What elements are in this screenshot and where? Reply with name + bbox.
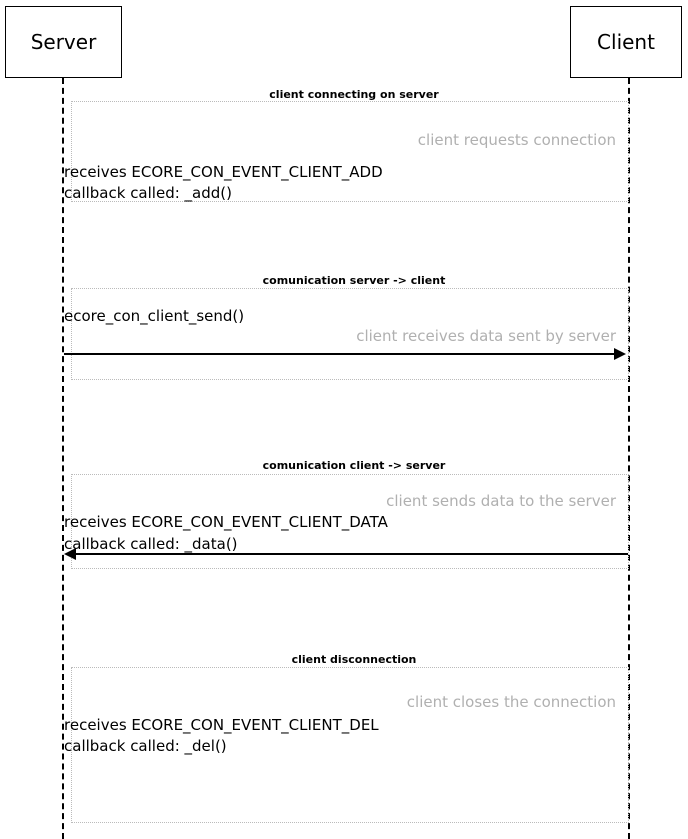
phase-title-connect: client connecting on server xyxy=(190,88,518,101)
phase-message-server-send: ecore_con_client_send() xyxy=(64,307,245,325)
phase-message-disconnect-line2: callback called: _del() xyxy=(64,737,227,755)
phase-note-connect: client requests connection xyxy=(417,131,616,149)
phase-note-disconnect: client closes the connection xyxy=(406,693,616,711)
arrow-server-to-client xyxy=(64,353,616,355)
phase-note-server-to-client: client receives data sent by server xyxy=(356,327,616,345)
participant-label-server: Server xyxy=(30,30,97,54)
phase-message-connect-line2: callback called: _add() xyxy=(64,184,232,202)
participant-label-client: Client xyxy=(597,30,655,54)
arrow-client-to-server xyxy=(76,553,628,555)
phase-message-client-data-line2: callback called: _data() xyxy=(64,535,238,553)
phase-title-client-to-server: comunication client -> server xyxy=(190,459,518,472)
participant-box-client xyxy=(570,6,682,78)
phase-note-client-to-server: client sends data to the server xyxy=(386,492,616,510)
phase-title-disconnect: client disconnection xyxy=(190,653,518,666)
participant-box-server xyxy=(5,6,122,78)
phase-message-disconnect-line1: receives ECORE_CON_EVENT_CLIENT_DEL xyxy=(64,716,379,734)
phase-title-server-to-client: comunication server -> client xyxy=(190,274,518,287)
arrow-head-client-to-server xyxy=(64,548,76,560)
arrow-head-server-to-client xyxy=(614,348,626,360)
phase-message-connect-line1: receives ECORE_CON_EVENT_CLIENT_ADD xyxy=(64,163,383,181)
phase-message-client-data-line1: receives ECORE_CON_EVENT_CLIENT_DATA xyxy=(64,513,388,531)
